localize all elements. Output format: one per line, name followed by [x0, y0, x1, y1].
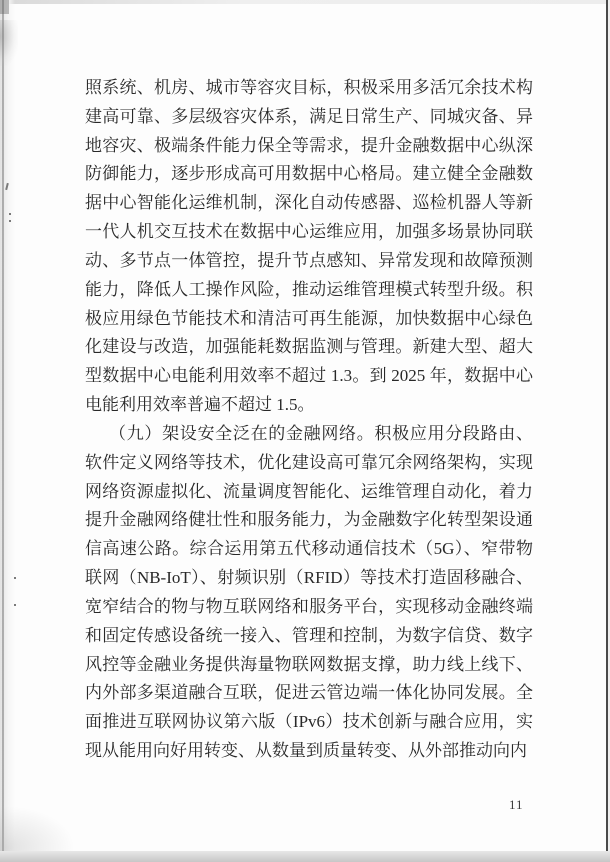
text-line: 联网（NB-IoT）、射频识别（RFID）等技术打造固移融合、 [85, 568, 533, 588]
document-body [85, 74, 533, 766]
text-line: 地容灾、极端条件能力保全等需求，提升金融数据中心纵深 [85, 135, 533, 155]
scan-edge-bottom [0, 851, 610, 862]
scan-speck [14, 577, 16, 579]
text-line: 照系统、机房、城市等容灾目标，积极采用多活冗余技术构 [85, 78, 533, 97]
scan-smudge-top-left [0, 20, 18, 66]
text-line: 一代人机交互技术在数据中心运维应用，加强多场景协同联 [85, 222, 533, 242]
text-line: 软件定义网络等技术，优化建设高可靠冗余网络架构，实现 [85, 452, 533, 472]
text-line: 宽窄结合的物与物互联网络和服务平台，实现移动金融终端 [85, 596, 533, 616]
text-line: （九）架设安全泛在的金融网络。积极应用分段路由、 [109, 423, 533, 443]
text-line: 极应用绿色节能技术和清洁可再生能源，加快数据中心绿色 [85, 308, 533, 328]
text-line: 防御能力，逐步形成高可用数据中心格局。建立健全金融数 [85, 164, 533, 184]
scan-speck [14, 604, 16, 606]
text-line: 据中心智能化运维机制，深化自动传感器、巡检机器人等新 [85, 193, 533, 213]
text-line: 内外部多渠道融合互联，促进云管边端一体化协同发展。全 [85, 683, 533, 703]
text-line: 面推进互联网协议第六版（IPv6）技术创新与融合应用，实 [85, 712, 533, 732]
text-line: 建高可靠、多层级容灾体系，满足日常生产、同城灾备、异 [85, 106, 533, 126]
text-line: 和固定传感设备统一接入、管理和控制，为数字信贷、数字 [85, 625, 533, 645]
text-line: 能力，降低人工操作风险，推动运维管理模式转型升级。积 [85, 279, 533, 299]
text-line: 化建设与改造，加强能耗数据监测与管理。新建大型、超大 [85, 337, 533, 357]
text-line: 动、多节点一体管控，提升节点感知、异常发现和故障预测 [85, 250, 533, 270]
text-line: 网络资源虚拟化、流量调度智能化、运维管理自动化，着力 [85, 481, 533, 501]
scan-edge-left-line [2, 0, 4, 862]
scan-speck [9, 213, 11, 215]
text-line: 型数据中心电能利用效率不超过 1.3。到 2025 年，数据中心 [85, 366, 533, 386]
page-number: 11 [509, 797, 524, 812]
scan-edge-top [0, 0, 610, 4]
scan-smudge-corner [0, 0, 9, 14]
text-line: 现从能用向好用转变、从数量到质量转变、从外部推动向内 [85, 741, 527, 761]
text-line: 风控等金融业务提供海量物联网数据支撑，助力线上线下、 [85, 654, 533, 674]
paragraph [85, 74, 533, 420]
text-line: 电能利用效率普遍不超过 1.5。 [85, 395, 315, 415]
paragraph [85, 420, 533, 766]
text-line: 提升金融网络健壮性和服务能力，为金融数字化转型架设通 [85, 510, 533, 530]
text-line: 信高速公路。综合运用第五代移动通信技术（5G）、窄带物 [85, 539, 533, 559]
